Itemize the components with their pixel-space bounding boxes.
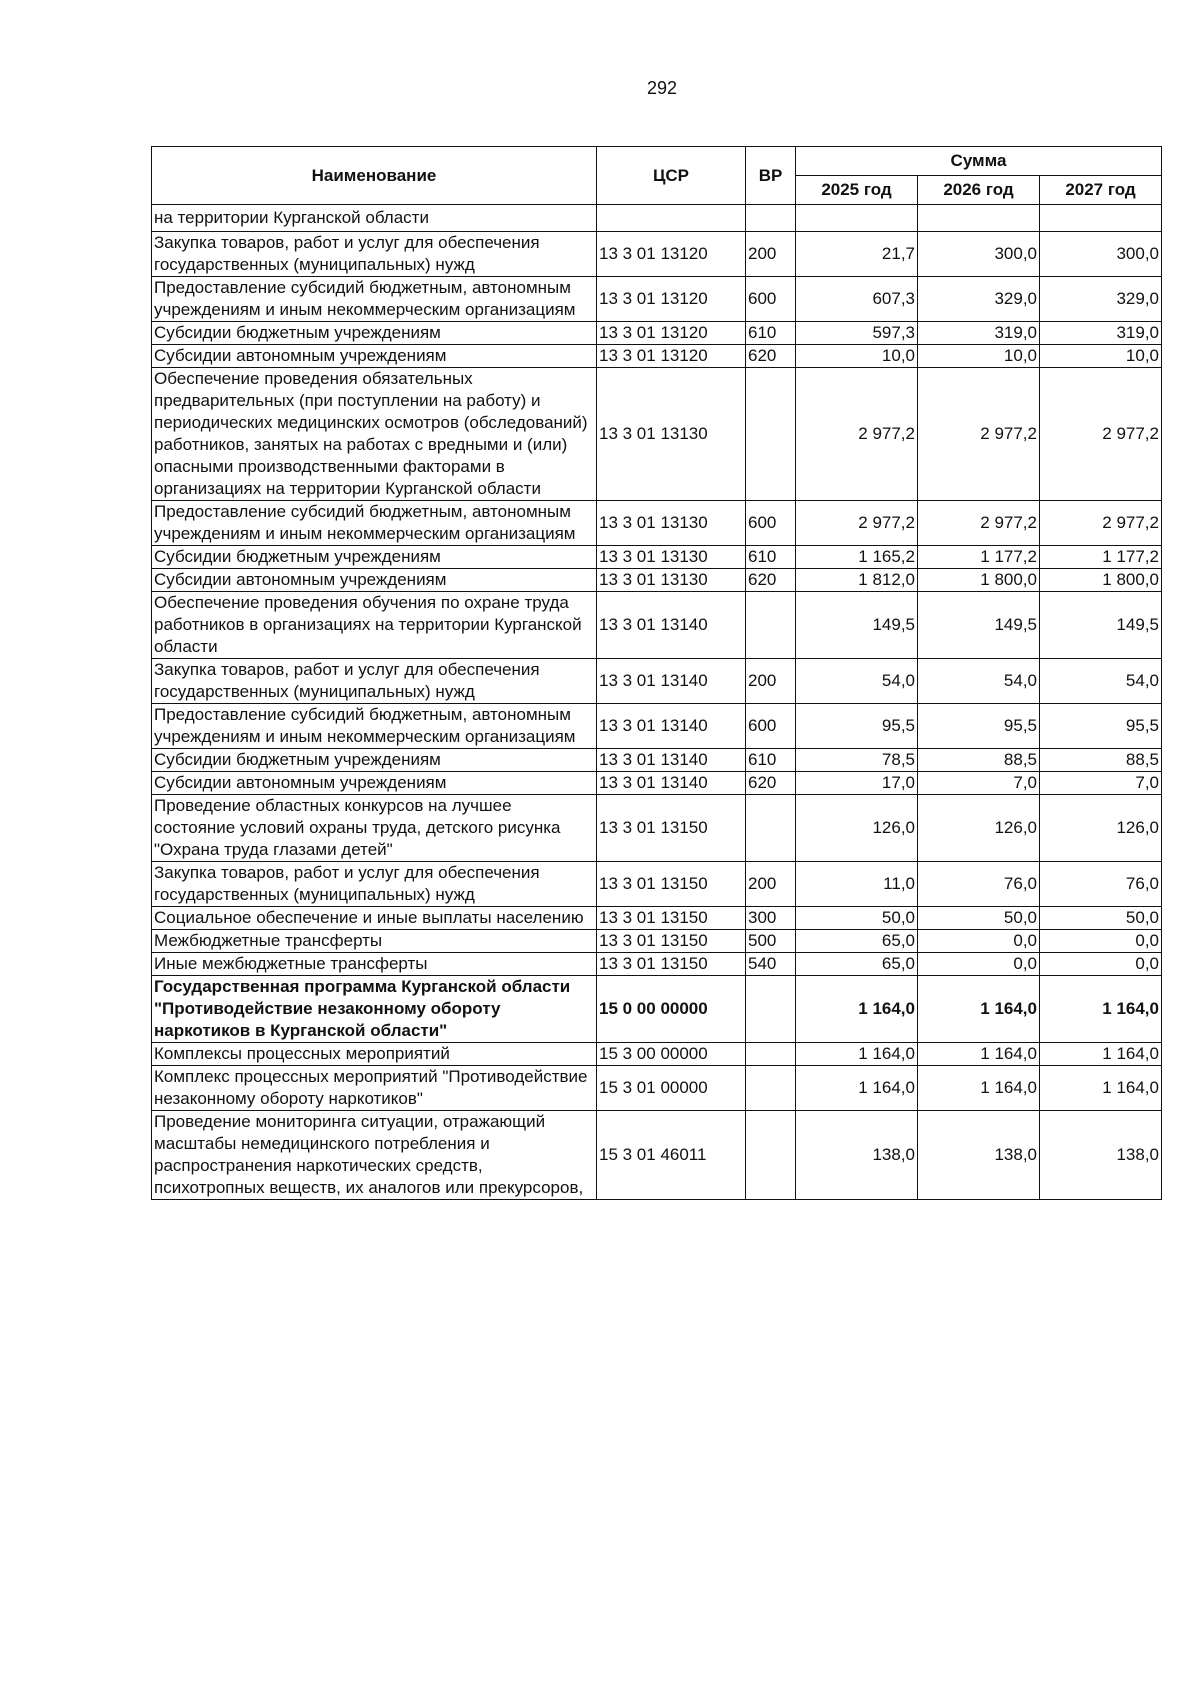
- row-name-cell: Проведение областных конкурсов на лучшее состояние условий охраны труда, детского рисунка "Охрана труда глазами детей": [152, 795, 597, 862]
- row-2026-cell: 1 177,2: [918, 546, 1040, 569]
- row-2027-cell: 0,0: [1040, 930, 1162, 953]
- row-2026-cell: 319,0: [918, 322, 1040, 345]
- row-2026-cell: 7,0: [918, 772, 1040, 795]
- row-2027-cell: 76,0: [1040, 862, 1162, 907]
- table-row: [152, 277, 1162, 322]
- table-row: [152, 795, 1162, 862]
- row-2026-cell: 0,0: [918, 930, 1040, 953]
- row-2027-cell: 1 177,2: [1040, 546, 1162, 569]
- row-2026-cell: 138,0: [918, 1111, 1040, 1200]
- table-row: [152, 322, 1162, 345]
- row-vr-cell: 610: [746, 546, 796, 569]
- row-vr-cell: [746, 1111, 796, 1200]
- row-name-cell: Обеспечение проведения обучения по охране труда работников в организациях на территории Курганской области: [152, 592, 597, 659]
- row-2026-cell: 54,0: [918, 659, 1040, 704]
- header-name: Наименование: [152, 147, 597, 205]
- row-2026-cell: 2 977,2: [918, 368, 1040, 501]
- row-2026-cell: 300,0: [918, 232, 1040, 277]
- table-row: [152, 1043, 1162, 1066]
- table-row: [152, 976, 1162, 1043]
- row-2027-cell: 1 800,0: [1040, 569, 1162, 592]
- row-2026-cell: 1 164,0: [918, 1066, 1040, 1111]
- row-vr-cell: 620: [746, 569, 796, 592]
- row-vr-cell: 610: [746, 322, 796, 345]
- row-name-cell: на территории Курганской области: [152, 205, 597, 232]
- row-2026-cell: 88,5: [918, 749, 1040, 772]
- row-2025-cell: 78,5: [796, 749, 918, 772]
- row-2025-cell: 17,0: [796, 772, 918, 795]
- header-2027: 2027 год: [1040, 176, 1162, 205]
- row-2026-cell: [918, 205, 1040, 232]
- row-2025-cell: 1 812,0: [796, 569, 918, 592]
- row-2027-cell: 126,0: [1040, 795, 1162, 862]
- row-csr-cell: 13 3 01 13130: [597, 501, 746, 546]
- row-2027-cell: 149,5: [1040, 592, 1162, 659]
- row-2026-cell: 2 977,2: [918, 501, 1040, 546]
- row-2025-cell: 2 977,2: [796, 368, 918, 501]
- row-2027-cell: 50,0: [1040, 907, 1162, 930]
- table-row: [152, 930, 1162, 953]
- row-name-cell: Предоставление субсидий бюджетным, автономным учреждениям и иным некоммерческим организациям: [152, 704, 597, 749]
- row-2027-cell: 2 977,2: [1040, 368, 1162, 501]
- row-2025-cell: 597,3: [796, 322, 918, 345]
- row-2026-cell: 10,0: [918, 345, 1040, 368]
- row-vr-cell: [746, 1066, 796, 1111]
- row-vr-cell: 200: [746, 232, 796, 277]
- row-vr-cell: [746, 592, 796, 659]
- page-number: 292: [646, 78, 678, 98]
- row-2026-cell: 1 164,0: [918, 1043, 1040, 1066]
- row-csr-cell: 13 3 01 13140: [597, 772, 746, 795]
- header-vr: ВР: [746, 147, 796, 205]
- row-name-cell: Предоставление субсидий бюджетным, автономным учреждениям и иным некоммерческим организациям: [152, 501, 597, 546]
- row-csr-cell: 13 3 01 13150: [597, 862, 746, 907]
- row-2027-cell: 138,0: [1040, 1111, 1162, 1200]
- row-2027-cell: 95,5: [1040, 704, 1162, 749]
- row-2026-cell: 50,0: [918, 907, 1040, 930]
- row-2025-cell: [796, 205, 918, 232]
- header-2026: 2026 год: [918, 176, 1040, 205]
- row-2025-cell: 10,0: [796, 345, 918, 368]
- row-vr-cell: 500: [746, 930, 796, 953]
- table-row: [152, 205, 1162, 232]
- row-2027-cell: 54,0: [1040, 659, 1162, 704]
- row-vr-cell: 620: [746, 772, 796, 795]
- row-name-cell: Социальное обеспечение и иные выплаты населению: [152, 907, 597, 930]
- row-name-cell: Закупка товаров, работ и услуг для обеспечения государственных (муниципальных) нужд: [152, 862, 597, 907]
- table-row: [152, 772, 1162, 795]
- row-name-cell: Субсидии автономным учреждениям: [152, 569, 597, 592]
- row-2027-cell: 2 977,2: [1040, 501, 1162, 546]
- row-csr-cell: 13 3 01 13120: [597, 345, 746, 368]
- table-row: [152, 749, 1162, 772]
- row-csr-cell: 13 3 01 13120: [597, 232, 746, 277]
- table-row: [152, 659, 1162, 704]
- table-row: [152, 1111, 1162, 1200]
- row-2025-cell: 50,0: [796, 907, 918, 930]
- row-vr-cell: 540: [746, 953, 796, 976]
- row-csr-cell: 13 3 01 13130: [597, 569, 746, 592]
- row-2025-cell: 21,7: [796, 232, 918, 277]
- budget-table: [151, 146, 1162, 1200]
- row-csr-cell: 13 3 01 13150: [597, 930, 746, 953]
- row-2027-cell: 319,0: [1040, 322, 1162, 345]
- row-2026-cell: 1 164,0: [918, 976, 1040, 1043]
- row-2025-cell: 65,0: [796, 953, 918, 976]
- row-vr-cell: 610: [746, 749, 796, 772]
- table-row: [152, 501, 1162, 546]
- row-vr-cell: [746, 368, 796, 501]
- row-csr-cell: 15 3 01 00000: [597, 1066, 746, 1111]
- row-vr-cell: [746, 976, 796, 1043]
- row-vr-cell: 600: [746, 501, 796, 546]
- row-2027-cell: 1 164,0: [1040, 1066, 1162, 1111]
- table-row: [152, 569, 1162, 592]
- row-2027-cell: 329,0: [1040, 277, 1162, 322]
- row-name-cell: Государственная программа Курганской области "Противодействие незаконному обороту наркотиков в Курганской области": [152, 976, 597, 1043]
- table-row: [152, 1066, 1162, 1111]
- table-row: [152, 953, 1162, 976]
- row-csr-cell: 13 3 01 13120: [597, 322, 746, 345]
- row-name-cell: Субсидии бюджетным учреждениям: [152, 322, 597, 345]
- row-2025-cell: 1 164,0: [796, 1066, 918, 1111]
- row-csr-cell: 15 0 00 00000: [597, 976, 746, 1043]
- table-row: [152, 862, 1162, 907]
- table-body: [152, 205, 1162, 1200]
- row-csr-cell: 13 3 01 13140: [597, 749, 746, 772]
- row-vr-cell: 620: [746, 345, 796, 368]
- table-row: [152, 907, 1162, 930]
- row-2025-cell: 54,0: [796, 659, 918, 704]
- row-2026-cell: 95,5: [918, 704, 1040, 749]
- row-name-cell: Комплексы процессных мероприятий: [152, 1043, 597, 1066]
- row-csr-cell: 13 3 01 13130: [597, 546, 746, 569]
- row-name-cell: Субсидии бюджетным учреждениям: [152, 749, 597, 772]
- row-name-cell: Закупка товаров, работ и услуг для обеспечения государственных (муниципальных) нужд: [152, 659, 597, 704]
- row-csr-cell: 13 3 01 13150: [597, 953, 746, 976]
- row-2027-cell: 10,0: [1040, 345, 1162, 368]
- table-row: [152, 546, 1162, 569]
- row-2025-cell: 138,0: [796, 1111, 918, 1200]
- row-csr-cell: 13 3 01 13140: [597, 659, 746, 704]
- row-csr-cell: 13 3 01 13140: [597, 704, 746, 749]
- row-vr-cell: 600: [746, 704, 796, 749]
- row-2025-cell: 1 165,2: [796, 546, 918, 569]
- row-csr-cell: 13 3 01 13150: [597, 907, 746, 930]
- row-name-cell: Иные межбюджетные трансферты: [152, 953, 597, 976]
- row-name-cell: Обеспечение проведения обязательных предварительных (при поступлении на работу) и периодических медицинских осмотров (обследований) работников, занятых на работах с вредными и (или) опасными производственными факторами в организациях на территории Курганской области: [152, 368, 597, 501]
- row-name-cell: Субсидии бюджетным учреждениям: [152, 546, 597, 569]
- row-name-cell: Закупка товаров, работ и услуг для обеспечения государственных (муниципальных) нужд: [152, 232, 597, 277]
- row-2025-cell: 126,0: [796, 795, 918, 862]
- row-name-cell: Предоставление субсидий бюджетным, автономным учреждениям и иным некоммерческим организациям: [152, 277, 597, 322]
- row-vr-cell: [746, 205, 796, 232]
- row-2026-cell: 149,5: [918, 592, 1040, 659]
- row-2025-cell: 1 164,0: [796, 976, 918, 1043]
- row-csr-cell: 13 3 01 13130: [597, 368, 746, 501]
- row-2025-cell: 149,5: [796, 592, 918, 659]
- row-2025-cell: 607,3: [796, 277, 918, 322]
- row-vr-cell: 200: [746, 659, 796, 704]
- row-2027-cell: 88,5: [1040, 749, 1162, 772]
- row-csr-cell: 13 3 01 13140: [597, 592, 746, 659]
- header-2025: 2025 год: [796, 176, 918, 205]
- row-2025-cell: 65,0: [796, 930, 918, 953]
- row-name-cell: Субсидии автономным учреждениям: [152, 772, 597, 795]
- row-csr-cell: [597, 205, 746, 232]
- row-name-cell: Субсидии автономным учреждениям: [152, 345, 597, 368]
- row-csr-cell: 13 3 01 13150: [597, 795, 746, 862]
- row-2026-cell: 0,0: [918, 953, 1040, 976]
- row-vr-cell: 200: [746, 862, 796, 907]
- row-vr-cell: [746, 795, 796, 862]
- row-2025-cell: 2 977,2: [796, 501, 918, 546]
- row-vr-cell: [746, 1043, 796, 1066]
- row-2027-cell: [1040, 205, 1162, 232]
- row-2025-cell: 11,0: [796, 862, 918, 907]
- row-2026-cell: 76,0: [918, 862, 1040, 907]
- row-csr-cell: 15 3 01 46011: [597, 1111, 746, 1200]
- row-vr-cell: 300: [746, 907, 796, 930]
- row-2027-cell: 1 164,0: [1040, 1043, 1162, 1066]
- row-name-cell: Проведение мониторинга ситуации, отражающий масштабы немедицинского потребления и распространения наркотических средств, психотропных веществ, их аналогов или прекурсоров,: [152, 1111, 597, 1200]
- row-2025-cell: 1 164,0: [796, 1043, 918, 1066]
- table-row: [152, 704, 1162, 749]
- row-csr-cell: 13 3 01 13120: [597, 277, 746, 322]
- row-2025-cell: 95,5: [796, 704, 918, 749]
- row-2026-cell: 329,0: [918, 277, 1040, 322]
- table-row: [152, 368, 1162, 501]
- table-row: [152, 345, 1162, 368]
- table-row: [152, 592, 1162, 659]
- row-name-cell: Межбюджетные трансферты: [152, 930, 597, 953]
- row-2026-cell: 126,0: [918, 795, 1040, 862]
- header-csr: ЦСР: [597, 147, 746, 205]
- row-2026-cell: 1 800,0: [918, 569, 1040, 592]
- row-name-cell: Комплекс процессных мероприятий "Противодействие незаконному обороту наркотиков": [152, 1066, 597, 1111]
- row-csr-cell: 15 3 00 00000: [597, 1043, 746, 1066]
- row-vr-cell: 600: [746, 277, 796, 322]
- row-2027-cell: 1 164,0: [1040, 976, 1162, 1043]
- row-2027-cell: 0,0: [1040, 953, 1162, 976]
- header-sum: Сумма: [796, 147, 1162, 176]
- row-2027-cell: 300,0: [1040, 232, 1162, 277]
- table-row: [152, 232, 1162, 277]
- row-2027-cell: 7,0: [1040, 772, 1162, 795]
